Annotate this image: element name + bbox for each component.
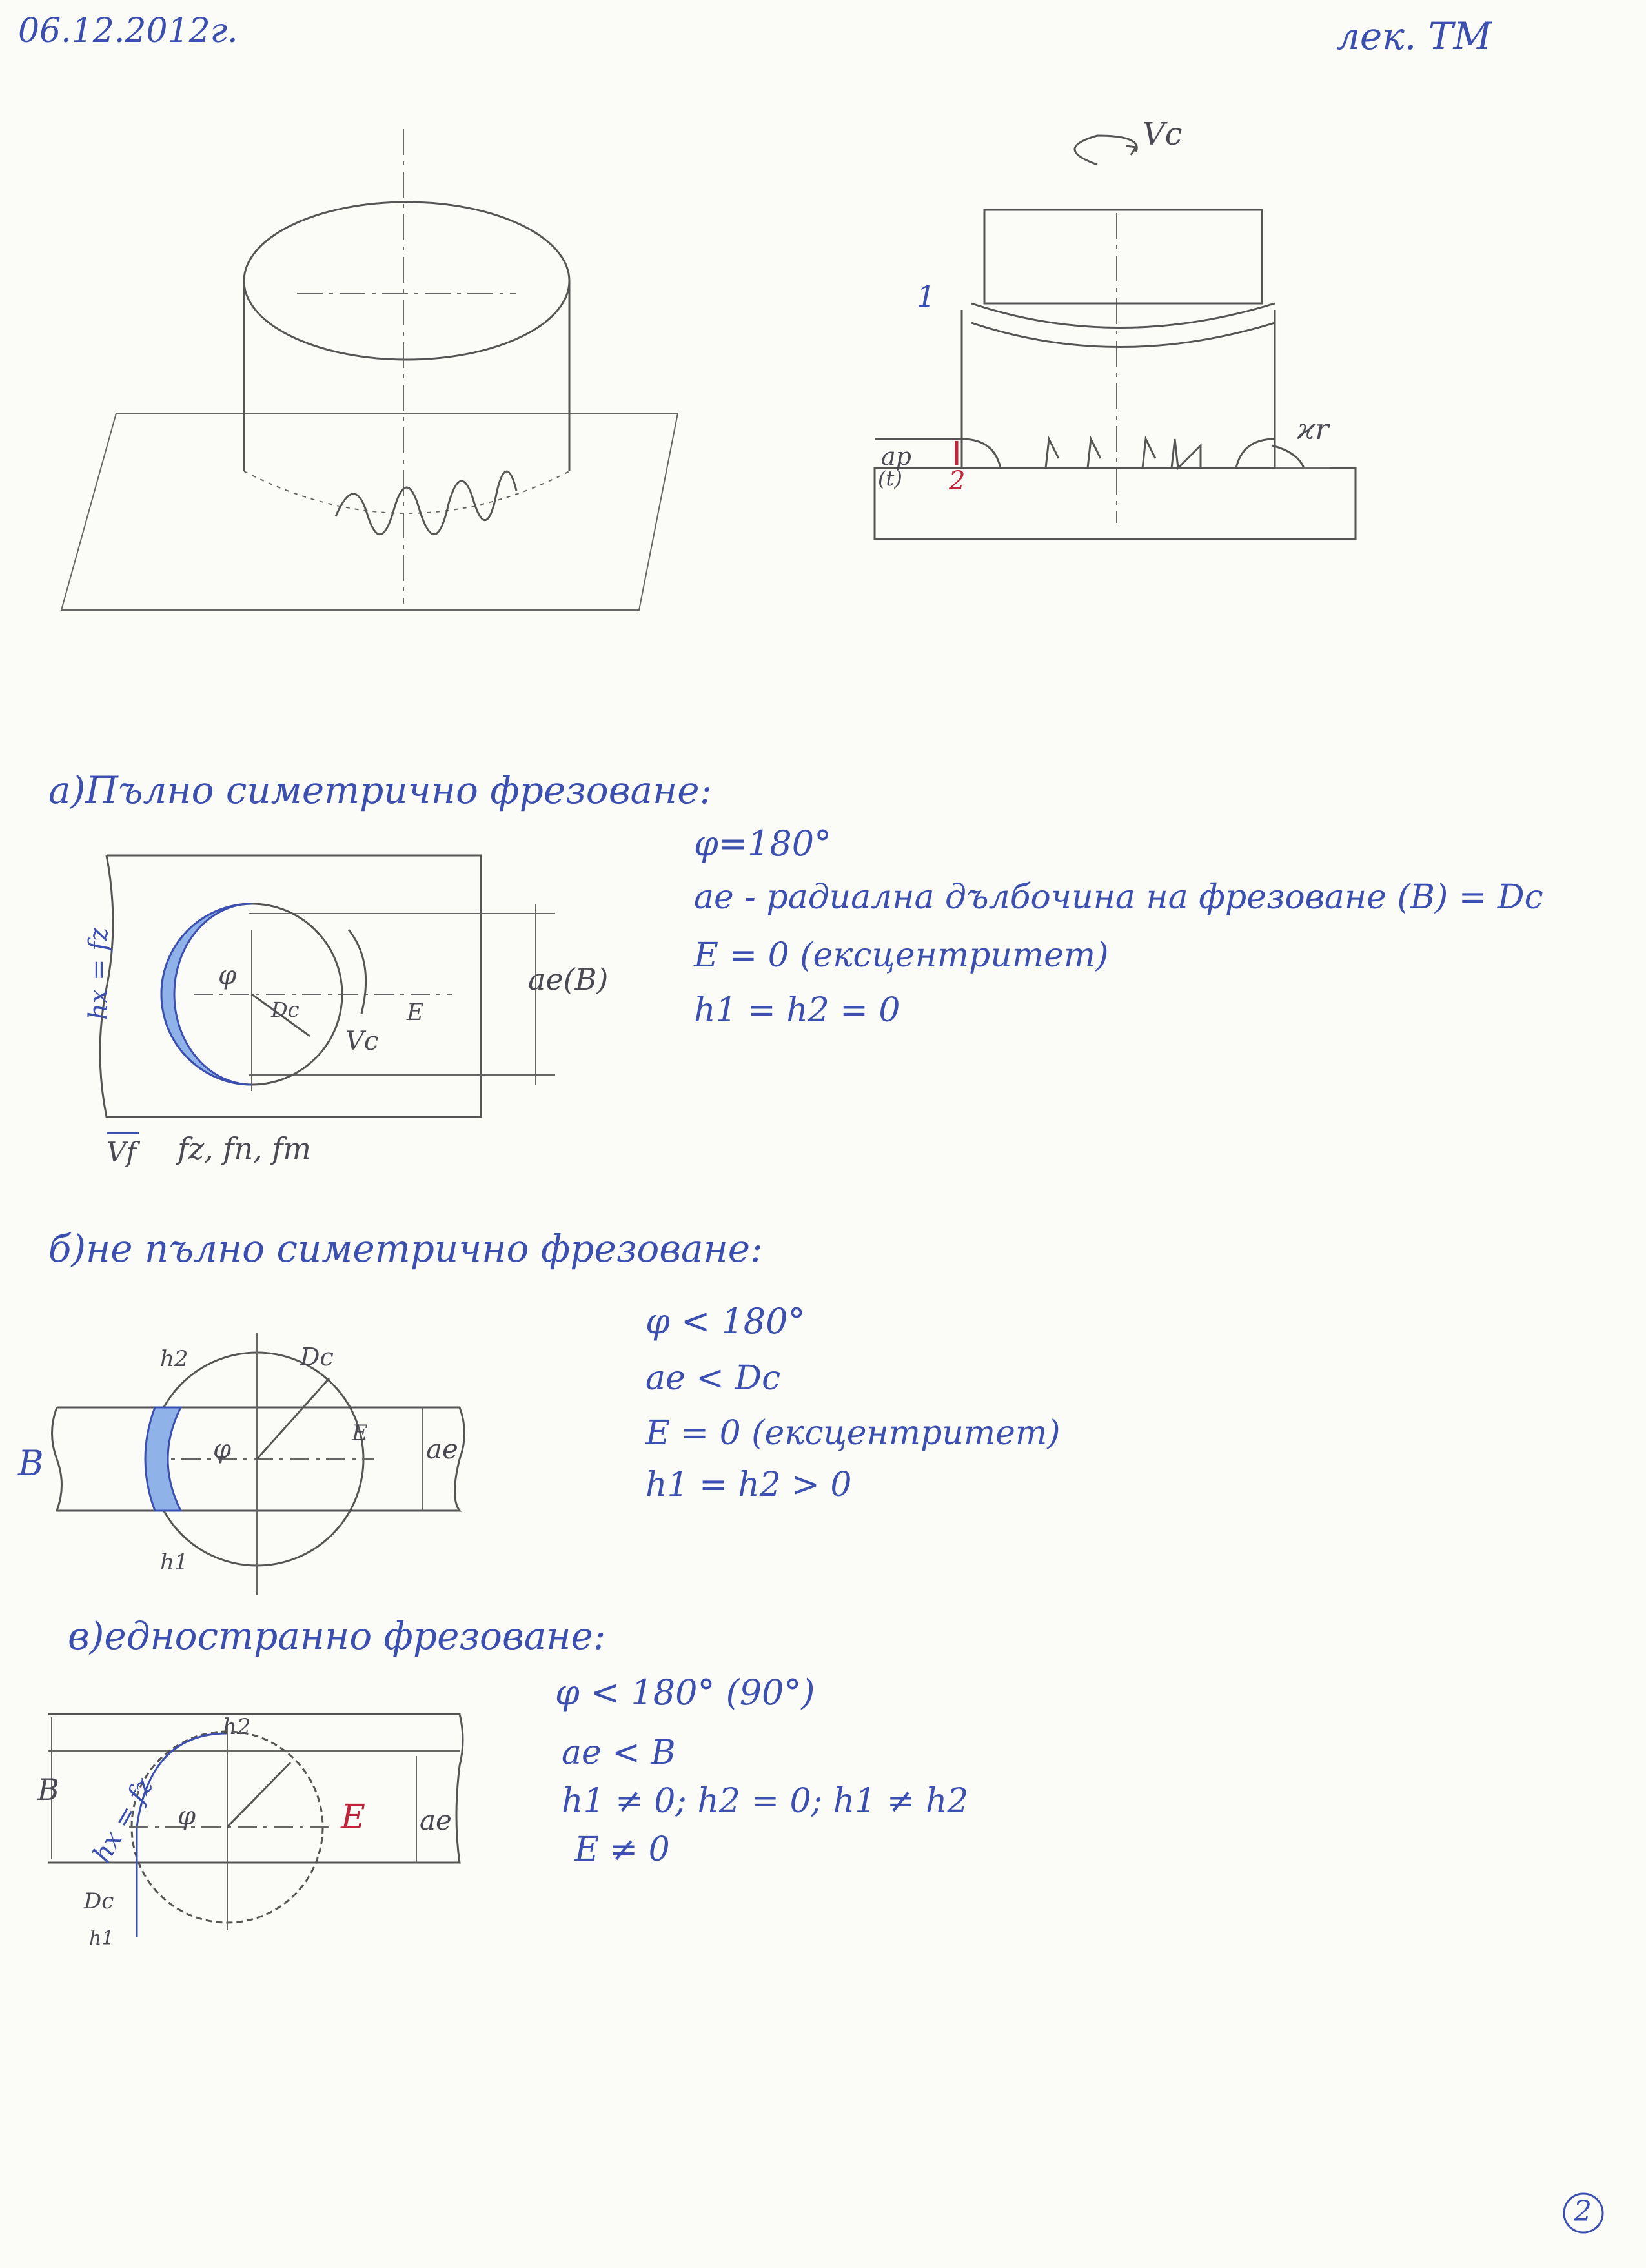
section-c-note-3: h1 ≠ 0; h2 = 0; h1 ≠ h2 xyxy=(562,1782,969,1821)
fig-c-e: E xyxy=(341,1798,365,1837)
fig-b-phi: φ xyxy=(213,1435,232,1464)
mill-label-2: 2 xyxy=(949,466,966,496)
fig-b-b: B xyxy=(18,1443,44,1484)
fig-b-ae: ae xyxy=(426,1433,458,1465)
mill-label-1: 1 xyxy=(917,279,936,314)
section-c-note-2: ae < B xyxy=(562,1733,676,1772)
fig-c-h2: h2 xyxy=(223,1714,251,1740)
section-b-note-4: h1 = h2 > 0 xyxy=(645,1466,852,1504)
fig-c-dc: Dc xyxy=(84,1888,114,1914)
fig-a-e: E xyxy=(407,999,424,1026)
section-a-note-4: h1 = h2 = 0 xyxy=(694,991,900,1030)
section-b-title: б)не пълно симетрично фрезоване: xyxy=(48,1227,763,1271)
fig-c-phi: φ xyxy=(178,1801,196,1831)
t-label: (t) xyxy=(878,466,902,491)
fig-a-dc: Dc xyxy=(271,997,300,1022)
fig-c-ae: ae xyxy=(420,1804,452,1836)
fig-a-vc: Vc xyxy=(345,1027,379,1056)
fig-c-h1: h1 xyxy=(89,1927,114,1950)
date-label: 06.12.2012г. xyxy=(18,12,238,50)
vc-label: Vc xyxy=(1143,116,1183,152)
section-a-note-2: ae - радиална дълбочина на фрезоване (B) = Dc xyxy=(694,878,1543,917)
fig-a-ae: ae(B) xyxy=(528,962,609,997)
fig-b-h2: h2 xyxy=(160,1346,188,1372)
fig-b-h1: h1 xyxy=(160,1549,188,1575)
fig-a-hx: hx = fz xyxy=(84,927,114,1020)
course-label: лек. ТМ xyxy=(1336,14,1492,58)
kr-label: ϰr xyxy=(1297,413,1329,446)
fig-a-vf: Vf xyxy=(107,1136,136,1168)
cylinder-sketch xyxy=(61,129,678,610)
section-b-note-1: φ < 180° xyxy=(645,1301,806,1342)
section-b-note-2: ae < Dc xyxy=(645,1359,781,1398)
section-c-note-4: E ≠ 0 xyxy=(574,1830,670,1869)
fig-c-b: B xyxy=(37,1772,59,1807)
figure-b-sketch xyxy=(52,1333,465,1595)
ap-label: ap xyxy=(881,442,911,471)
page-number: 2 xyxy=(1574,2195,1592,2228)
fig-b-dc: Dc xyxy=(300,1343,334,1371)
section-c-note-1: φ < 180° (90°) xyxy=(555,1672,815,1713)
figure-a-sketch xyxy=(100,855,555,1133)
face-mill-sketch xyxy=(875,136,1356,539)
fig-a-feeds: fz, fn, fm xyxy=(178,1131,312,1166)
section-c-title: в)едностранно фрезоване: xyxy=(68,1614,606,1658)
section-a-title: а)Пълно симетрично фрезоване: xyxy=(48,768,713,812)
section-a-note-1: φ=180° xyxy=(694,823,832,864)
fig-a-phi: φ xyxy=(218,961,237,990)
fig-c-hx: hx = fz xyxy=(87,1773,159,1868)
section-b-note-3: E = 0 (ексцентритет) xyxy=(645,1414,1061,1453)
fig-b-e: E xyxy=(352,1420,368,1446)
section-a-note-3: E = 0 (ексцентритет) xyxy=(694,936,1109,975)
